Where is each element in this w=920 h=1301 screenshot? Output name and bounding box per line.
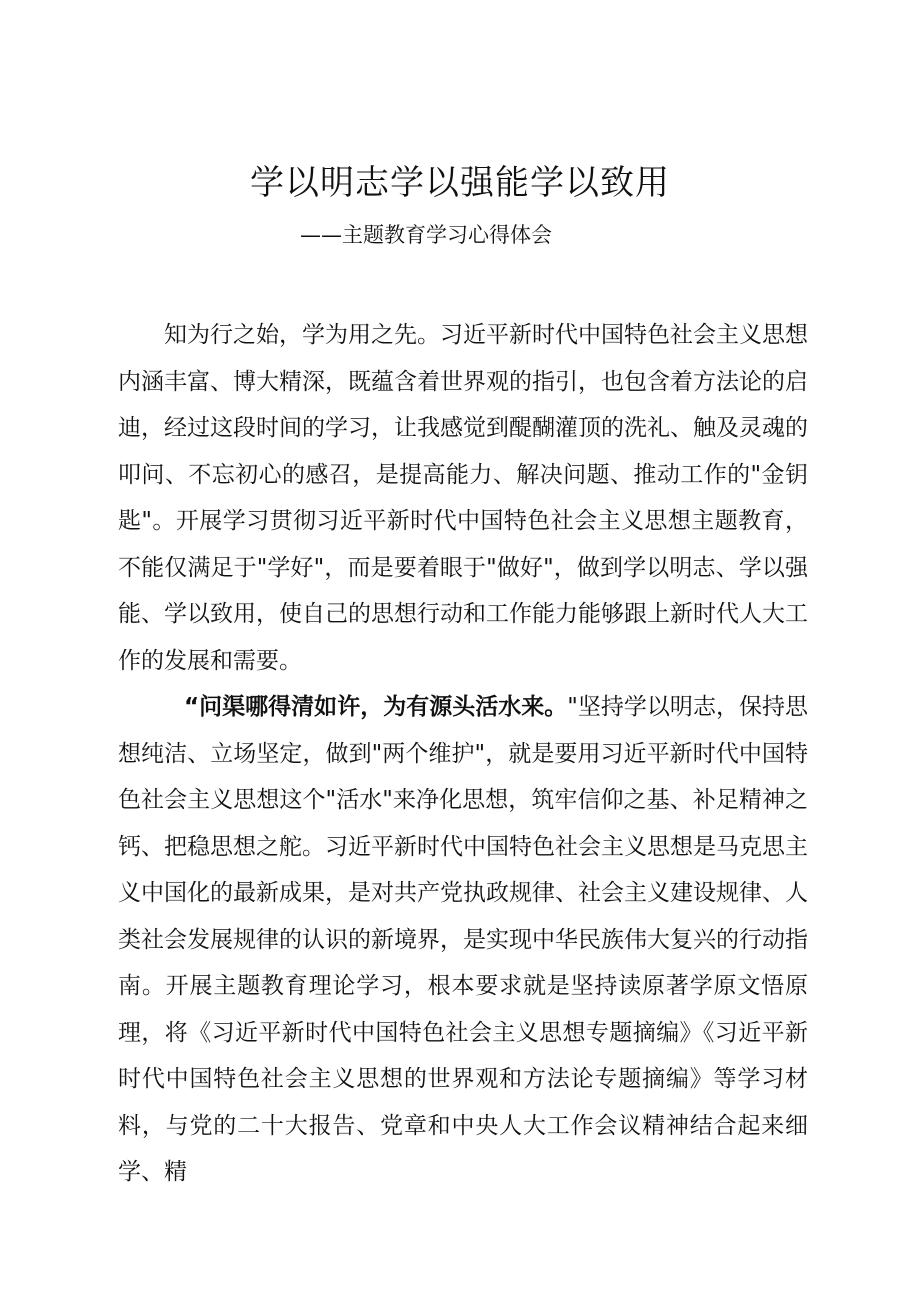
paragraph-2-lead: “问渠哪得清如许，为有源头活水来。 <box>184 694 568 720</box>
document-subtitle: ——主题教育学习心得体会 <box>300 223 552 247</box>
document-body <box>118 312 808 1196</box>
paragraph-2-text: "坚持学以明志，保持思想纯洁、立场坚定，做到"两个维护"，就是要用习近平新时代中国特色社会主义思想这个"活水"来净化思想，筑牢信仰之基、补足精神之钙、把稳思想之舵。习近平新时代中国特色社会主义思想是马克思主义中国化的最新成果，是对共产党执政规律、社会主义建设规律、人类社会发展规律的认识的新境界，是实现中华民族伟大复兴的行动指南。开展主题教育理论学习，根本要求就是坚持读原著学原文悟原理，将《习近平新时代中国特色社会主义思想专题摘编》《习近平新时代中国特色社会主义思想的世界观和方法论专题摘编》等学习材料，与党的二十大报告、党章和中央人大工作会议精神结合起来细学、精 <box>118 694 808 1185</box>
paragraph-1-text: 知为行之始，学为用之先。习近平新时代中国特色社会主义思想内涵丰富、博大精深，既蕴含着世界观的指引，也包含着方法论的启迪，经过这段时间的学习，让我感觉到醍醐灌顶的洗礼、触及灵魂的叩问、不忘初心的感召，是提高能力、解决问题、推动工作的"金钥匙"。开展学习贯彻习近平新时代中国特色社会主义思想主题教育，不能仅满足于"学好"，而是要着眼于"做好"，做到学以明志、学以强能、学以致用，使自己的思想行动和工作能力能够跟上新时代人大工作的发展和需要。 <box>118 322 808 674</box>
document-title: 学以明志学以强能学以致用 <box>250 163 670 203</box>
paragraph-2 <box>118 684 808 1196</box>
paragraph-1 <box>118 312 808 684</box>
